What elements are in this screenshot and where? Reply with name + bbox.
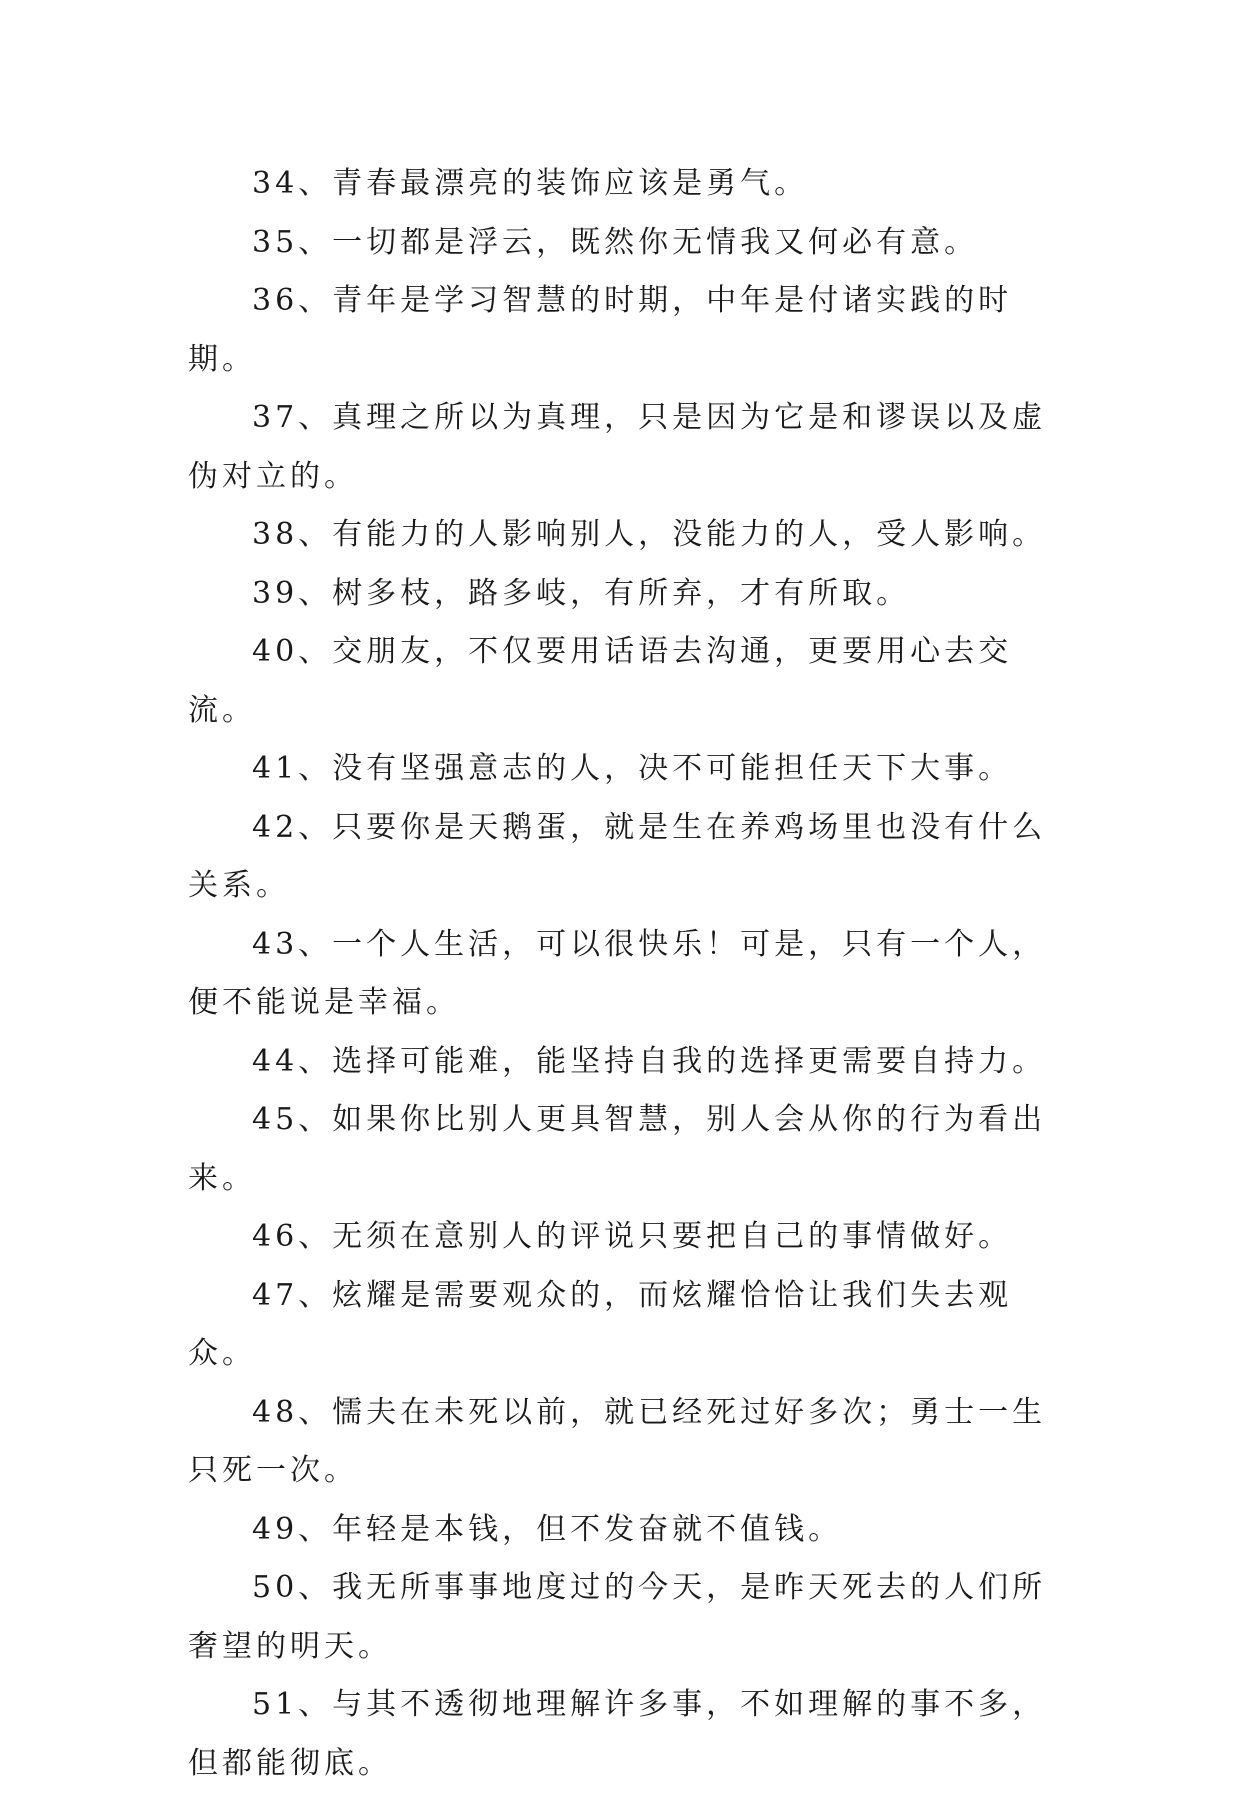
quote-item: 49、年轻是本钱，但不发奋就不值钱。 xyxy=(252,1511,843,1547)
quote-item: 35、一切都是浮云，既然你无情我又何必有意。 xyxy=(252,224,979,260)
quote-item: 46、无须在意别人的评说只要把自己的事情做好。 xyxy=(252,1219,1013,1254)
quote-item: 39、树多枝，路多岐，有所弃，才有所取。 xyxy=(252,575,911,611)
quote-item: 37、真理之所以为真理，只是因为它是和谬误以及虚伪对立的。 xyxy=(188,400,1047,494)
quote-item: 36、青年是学习智慧的时期，中年是付诸实践的时期。 xyxy=(188,283,1013,377)
quote-item: 34、青春最漂亮的装饰应该是勇气。 xyxy=(252,166,809,201)
quote-item: 44、选择可能难，能坚持自我的选择更需要自持力。 xyxy=(252,1043,1047,1079)
quote-list xyxy=(188,155,1068,1793)
quote-item: 50、我无所事事地度过的今天，是昨天死去的人们所奢望的明天。 xyxy=(188,1570,1047,1664)
quote-item: 38、有能力的人影响别人，没能力的人，受人影响。 xyxy=(252,517,1047,552)
quote-item: 40、交朋友，不仅要用话语去沟通，更要用心去交流。 xyxy=(188,634,1013,728)
quote-item: 42、只要你是天鹅蛋，就是生在养鸡场里也没有什么关系。 xyxy=(188,809,1047,903)
quote-item: 41、没有坚强意志的人，决不可能担任天下大事。 xyxy=(252,751,1013,786)
quote-item: 45、如果你比别人更具智慧，别人会从你的行为看出来。 xyxy=(188,1102,1047,1196)
quote-item: 51、与其不透彻地理解许多事，不如理解的事不多，但都能彻底。 xyxy=(188,1687,1047,1781)
quote-item: 43、一个人生活，可以很快乐！可是，只有一个人，便不能说是幸福。 xyxy=(188,926,1047,1020)
quote-item: 48、懦夫在未死以前，就已经死过好多次；勇士一生只死一次。 xyxy=(188,1394,1047,1488)
quote-item: 47、炫耀是需要观众的，而炫耀恰恰让我们失去观众。 xyxy=(188,1277,1013,1371)
